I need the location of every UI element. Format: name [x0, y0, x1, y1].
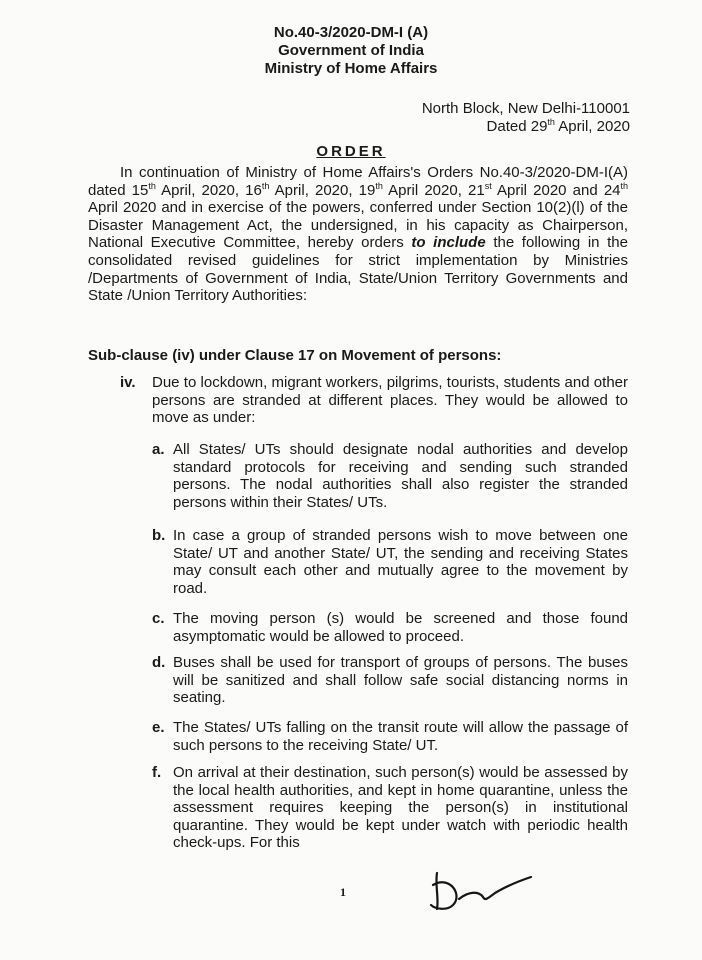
- item-f-text: On arrival at their destination, such person(s) would be assessed by the local health authorities, and kept in home quarantine, unless the assessment requires keeping the person(s) in institutional quarantine. They would be kept under watch with periodic health check-ups. For this: [173, 764, 628, 852]
- item-e-text: The States/ UTs falling on the transit route will allow the passage of such persons to the receiving State/ UT.: [173, 719, 628, 754]
- clause-iv-text: Due to lockdown, migrant workers, pilgrims, tourists, students and other persons are stranded at different places. They would be allowed to move as under:: [152, 374, 628, 427]
- page-number: 1: [340, 885, 346, 899]
- emphasis-text: to include: [411, 234, 486, 252]
- government-name: Government of India: [278, 42, 424, 59]
- item-b-text: In case a group of stranded persons wish to move between one State/ UT and another State/ UT, the sending and receiving States may consult each other and mutually agree to the movement by road.: [173, 527, 628, 597]
- subclause-heading: Sub-clause (iv) under Clause 17 on Movement of persons:: [88, 347, 502, 364]
- item-b-label: b.: [152, 527, 166, 544]
- reference-number: No.40-3/2020-DM-I (A): [273, 24, 429, 41]
- item-a-text: All States/ UTs should designate nodal authorities and develop standard protocols for receiving and sending such stranded persons. The nodal authorities shall also register the stranded persons within their States/ UTs.: [173, 441, 628, 511]
- item-c-label: c.: [152, 610, 165, 627]
- office-address: North Block, New Delhi-110001: [421, 100, 630, 117]
- order-title: ORDER: [316, 143, 386, 160]
- item-e-label: e.: [152, 719, 165, 736]
- ministry-name: Ministry of Home Affairs: [264, 60, 438, 77]
- signature: [425, 865, 535, 915]
- order-date: Dated 29th April, 2020: [486, 117, 630, 135]
- clause-iv-label: iv.: [120, 374, 136, 391]
- item-f-label: f.: [152, 764, 162, 781]
- intro-paragraph: In continuation of Ministry of Home Affairs's Orders No.40-3/2020-DM-I(A) dated 15th April, 2020, 16th April, 2020, 19th April 2020, 21st April 2020 and 24th April 2020 and in exercise of the powers, conferred under Section 10(2)(l) of the Disaster Management Act, the undersigned, in his capacity as Chairperson, National Executive Committee, hereby orders to include the following in the consolidated revised guidelines for strict implementation by Ministries /Departments of Government of India, State/Union Territory Governments and State /Union Territory Authorities:: [88, 164, 629, 305]
- item-d-text: Buses shall be used for transport of groups of persons. The buses will be sanitized and shall follow safe social distancing norms in seating.: [173, 654, 628, 707]
- item-c-text: The moving person (s) would be screened and those found asymptomatic would be allowed to proceed.: [173, 610, 628, 645]
- item-a-label: a.: [152, 441, 165, 458]
- item-d-label: d.: [152, 654, 166, 671]
